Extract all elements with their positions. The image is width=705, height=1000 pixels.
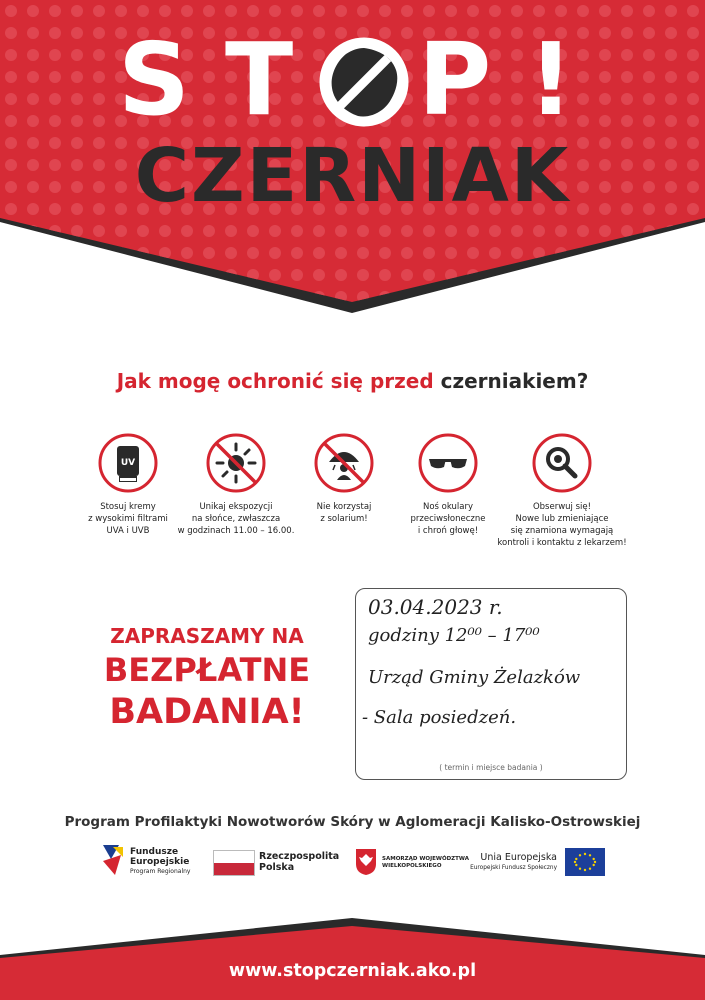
stop-letter-t: T [225,21,294,138]
box-note: ( termin i miejsce badania ) [439,763,543,772]
tip-text: Nie korzystaj z solarium! [316,502,372,524]
footer-banner [0,900,705,1000]
tip-self-check [492,432,632,549]
fe-line3: Program Regionalny [130,868,191,875]
room-text: - Sala posiedzeń. [362,707,517,728]
ue-line2: Europejski Fundusz Społeczny [470,865,557,871]
question-part1: Jak mogę ochronić się przed [116,369,441,393]
ue-line1: Unia Europejska [480,852,557,863]
sunglasses-icon [417,432,479,494]
tip-text: Obserwuj się! Nowe lub zmieniające się znamiona wymagają kontroli i kontaktu z lekarzem! [497,502,627,548]
polish-flag-icon [213,850,255,876]
eu-flag-icon [565,848,605,876]
program-name: Program Profilaktyki Nowotworów Skóry w Aglomeracji Kalisko-Ostrowskiej [64,814,641,830]
magnifier-mole-icon [531,432,593,494]
hours-text: godziny 12⁰⁰ – 17⁰⁰ [368,625,540,646]
fe-line2: Europejskie [130,857,190,867]
header-subtitle: CZERNIAK [134,133,571,219]
stop-letter-s: S [118,21,191,138]
stop-exclamation: ! [528,21,574,138]
sunscreen-uv-icon [97,432,159,494]
invite-line1: ZAPRASZAMY NA [110,624,304,648]
website-url[interactable]: www.stopczerniak.ako.pl [228,961,477,981]
date-location-box [355,588,627,780]
tip-text: Noś okulary przeciwsłoneczne i chroń głowę! [410,502,486,536]
uv-label: UV [120,458,136,468]
rp-line2: Polska [259,862,295,873]
question-heading [0,367,705,395]
location-text: Urząd Gminy Żelazków [368,667,581,688]
question-part2: czerniakiem? [440,369,589,393]
no-solarium-icon [313,432,375,494]
sw-line1: SAMORZĄD WOJEWÓDZTWA [382,856,469,862]
tip-text: Stosuj kremy z wysokimi filtrami UVA i UVB [88,502,168,536]
fe-line1: Fundusze [130,847,179,857]
wielkopolska-coat-of-arms-icon [355,848,377,876]
invite-line3: BADANIA! [109,692,305,732]
date-text: 03.04.2023 r. [368,595,503,619]
stop-sign-icon [318,36,410,128]
stop-letter-p: P [418,21,492,138]
no-sun-icon [205,432,267,494]
rp-line1: Rzeczpospolita [259,851,340,862]
tip-text: Unikaj ekspozycji na słońce, zwłaszcza w godzinach 11.00 – 16.00. [177,502,295,536]
fundusze-europejskie-logo-icon [101,843,125,877]
sw-line2: WIELKOPOLSKIEGO [382,863,442,869]
invite-line2: BEZPŁATNE [103,651,311,689]
